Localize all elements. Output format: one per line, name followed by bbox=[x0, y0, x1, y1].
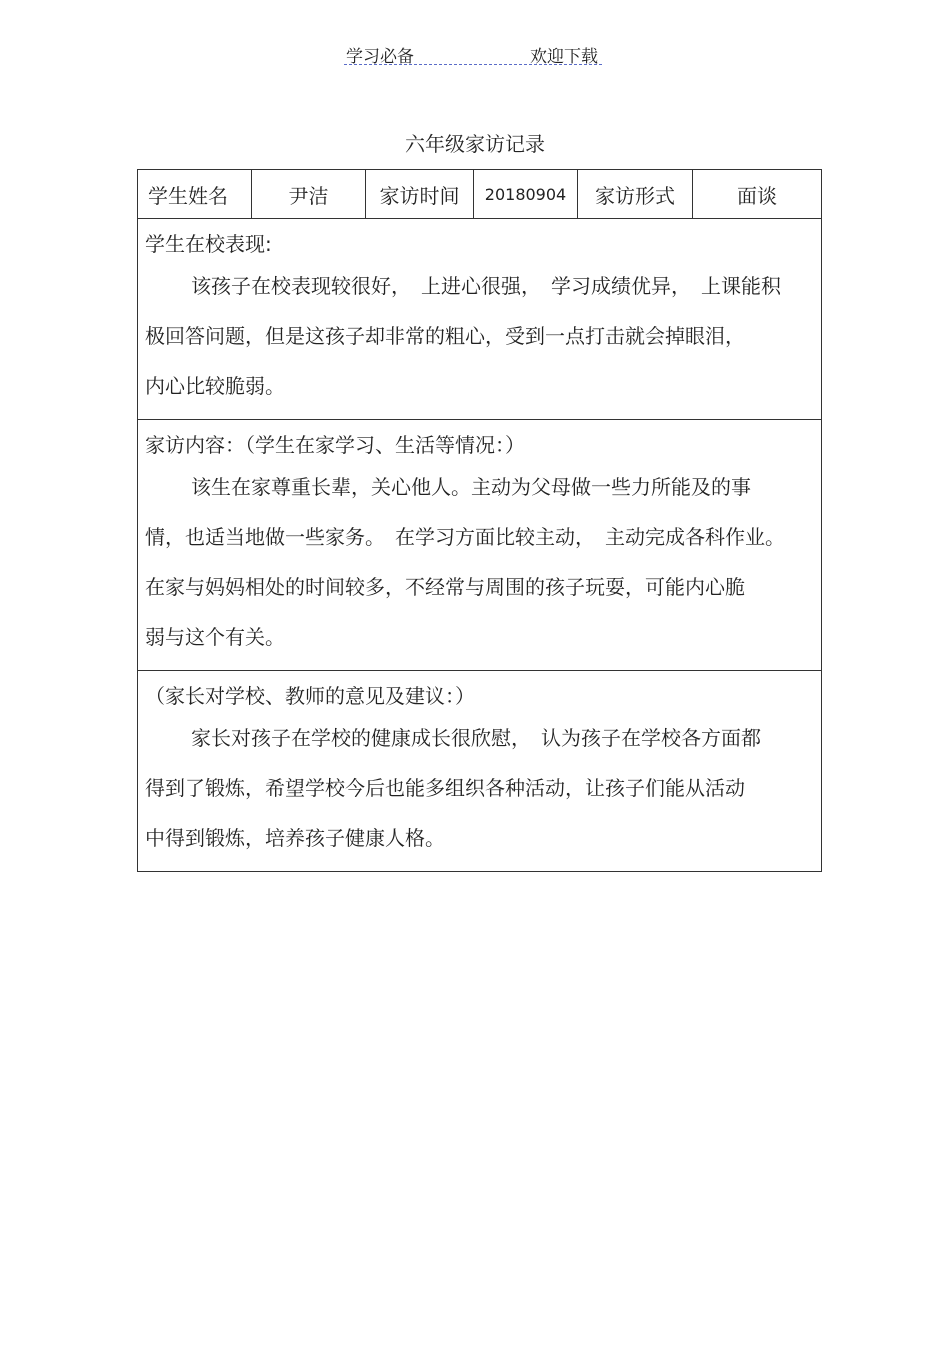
parent-opinion-line: 得到了锻炼，希望学校今后也能多组织各种活动，让孩子们能从活动 bbox=[145, 776, 745, 800]
visit-content-row bbox=[138, 420, 822, 671]
parent-opinion-body bbox=[145, 713, 813, 863]
school-performance-body bbox=[145, 261, 813, 411]
school-performance-line: 极回答问题，但是这孩子却非常的粗心，受到一点打击就会掉眼泪， bbox=[145, 324, 745, 348]
student-name-value: 尹洁 bbox=[252, 170, 366, 219]
parent-opinion-section bbox=[138, 671, 822, 872]
parent-opinion-line: 中得到锻炼，培养孩子健康人格。 bbox=[145, 826, 445, 850]
visit-content-line: 情，也适当地做一些家务。 在学习方面比较主动， 主动完成各科作业。 bbox=[145, 525, 785, 549]
page-header bbox=[344, 40, 602, 65]
visit-record-table bbox=[137, 169, 822, 872]
school-performance-line: 内心比较脆弱。 bbox=[145, 374, 285, 398]
visit-form-label: 家访形式 bbox=[578, 170, 693, 219]
visit-content-line: 弱与这个有关。 bbox=[145, 625, 285, 649]
visit-time-value: 20180904 bbox=[474, 170, 578, 219]
header-left-text: 学习必备 bbox=[346, 47, 414, 67]
visit-content-section bbox=[138, 420, 822, 671]
visit-content-heading: 家访内容：（学生在家学习、生活等情况：） bbox=[145, 433, 525, 457]
student-name-label: 学生姓名 bbox=[138, 170, 252, 219]
visit-content-line: 该生在家尊重长辈，关心他人。主动为父母做一些力所能及的事 bbox=[191, 475, 751, 499]
visit-time-label: 家访时间 bbox=[366, 170, 474, 219]
school-performance-heading: 学生在校表现: bbox=[145, 232, 272, 256]
parent-opinion-heading: （家长对学校、教师的意见及建议：） bbox=[145, 684, 475, 708]
visit-content-line: 在家与妈妈相处的时间较多，不经常与周围的孩子玩耍，可能内心脆 bbox=[145, 575, 745, 599]
school-performance-section bbox=[138, 219, 822, 420]
school-performance-line: 该孩子在校表现较很好， 上进心很强， 学习成绩优异， 上课能积 bbox=[191, 274, 781, 298]
info-row bbox=[138, 170, 822, 219]
visit-content-body bbox=[145, 462, 813, 662]
header-right-text: 欢迎下载 bbox=[530, 47, 598, 67]
parent-opinion-row bbox=[138, 671, 822, 872]
document-title: 六年级家访记录 bbox=[405, 132, 545, 156]
visit-form-value: 面谈 bbox=[693, 170, 822, 219]
parent-opinion-line: 家长对孩子在学校的健康成长很欣慰， 认为孩子在学校各方面都 bbox=[191, 726, 761, 750]
school-performance-row bbox=[138, 219, 822, 420]
